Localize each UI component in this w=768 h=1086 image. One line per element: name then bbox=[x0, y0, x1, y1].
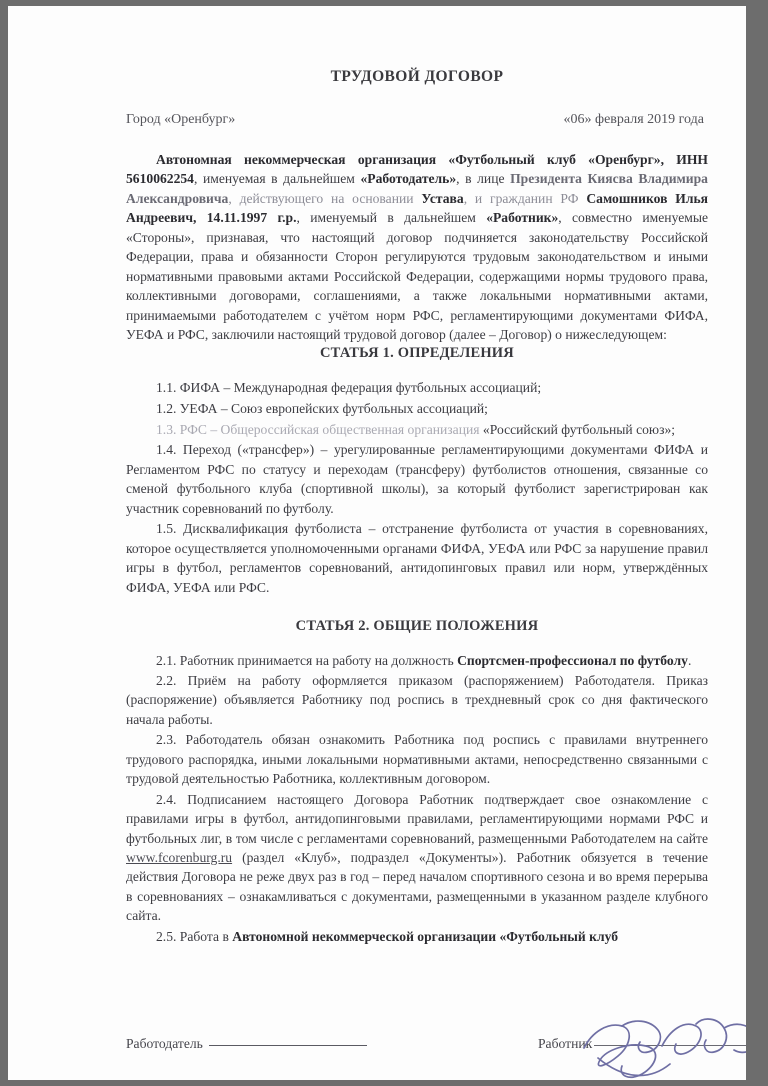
document-title: ТРУДОВОЙ ДОГОВОР bbox=[330, 68, 504, 85]
document-meta bbox=[126, 112, 708, 128]
employer-signature-field[interactable] bbox=[126, 1036, 367, 1052]
article-1-definitions bbox=[126, 378, 708, 597]
preamble-text-1: , именуемая в дальнейшем bbox=[193, 171, 361, 187]
clause-2-4-prefix: 2.4. Подписанием настоящего Договора Работник подтверждает свое ознакомление с правилами игры в футбол, антидопинговыми правилами, регламентирующими нормами РФС и футбольных лиг, в том числе с регламентами соревнований, размещенными Работодателем на сайте bbox=[126, 791, 708, 846]
preamble-text-3: , действующего на основании bbox=[228, 190, 422, 206]
employee-signature-field[interactable] bbox=[538, 1036, 746, 1052]
preamble-employee-name: Самошников Илья Андреевич, 14.11.1997 г.р. bbox=[126, 190, 708, 226]
definition-1-4 bbox=[126, 440, 708, 518]
employer-signature-label: Работодатель bbox=[126, 1036, 203, 1051]
clause-2-1 bbox=[126, 651, 708, 670]
date-label: «06» февраля 2019 года bbox=[563, 112, 704, 127]
definition-1-3-prefix: 1.3. РФС – Общероссийская общественная организация bbox=[156, 421, 483, 437]
clause-2-1-position: Спортсмен-профессионал по футболу bbox=[457, 652, 688, 668]
clause-2-2: 2.2. Приём на работу оформляется приказом (распоряжением) Работодателя. Приказ (распоряжение) объявляется Работнику под роспись в трехдневный срок со дня фактического начала работы. bbox=[126, 673, 708, 727]
document-body bbox=[126, 68, 708, 946]
preamble-text-6: , совместно именуемые «Стороны», признавая, что настоящий договор подчиняется законодательству Российской Федерации, права и обязанности Сторон регулируются трудовым законодательством и иными нормативными правовыми актами Российской Федерации, содержащими нормы трудового права, коллективными договорами, соглашениями, а также локальными нормативными актами, принимаемыми работодателем с учётом норм РФС, регламентирующими документами ФИФА, УЕФА и РФС, заключили настоящий трудовой договор (далее – Договор) о нижеследующем: bbox=[126, 210, 708, 342]
definition-1-4-term: 1.4. Переход («трансфер») bbox=[156, 442, 315, 458]
article-2-heading: СТАТЬЯ 2. ОБЩИЕ ПОЛОЖЕНИЯ bbox=[295, 617, 539, 634]
clause-2-1-suffix: . bbox=[687, 652, 692, 668]
club-website-link[interactable]: www.fcorenburg.ru bbox=[126, 849, 233, 865]
preamble-paragraph bbox=[126, 150, 708, 344]
paper-sheet bbox=[8, 6, 746, 1080]
clause-2-1-prefix: 2.1. Работник принимается на работу на должность bbox=[156, 652, 458, 668]
definition-1-3-name: «Российский футбольный союз»; bbox=[482, 421, 676, 437]
employee-signature-line[interactable] bbox=[594, 1045, 746, 1046]
preamble-president-name: Президента Киясва Владимира Александровича bbox=[126, 171, 708, 206]
preamble-org-name: Автономная некоммерческая организация «Футбольный клуб «Оренбург», ИНН 5610062254 bbox=[126, 152, 708, 187]
definition-1-2: 1.2. УЕФА – Союз европейских футбольных ассоциаций; bbox=[156, 400, 488, 416]
clause-2-3: 2.3. Работодатель обязан ознакомить Работника под роспись с правилами внутреннего трудового распорядка, иными локальными нормативными актами, непосредственно связанными с трудовой деятельностью Работника, коллективным договором. bbox=[126, 732, 708, 787]
employee-signature-label: Работник bbox=[538, 1036, 593, 1051]
clause-2-4-suffix: (раздел «Клуб», подраздел «Документы»). Работник обязуется в течение действия Договора не реже двух раз в год – перед началом спортивного сезона и во время перерыва в соревнованиях – ознакамливаться с документами, размещенными в указанном разделе клубного сайта. bbox=[126, 849, 708, 924]
definition-1-5-term: 1.5. Дисквалификация футболиста bbox=[156, 521, 362, 537]
article-1-heading: СТАТЬЯ 1. ОПРЕДЕЛЕНИЯ bbox=[320, 345, 514, 362]
definition-1-1: 1.1. ФИФА – Международная федерация футбольных ассоциаций; bbox=[156, 380, 542, 396]
preamble-text-4: , и гражданин РФ bbox=[463, 190, 587, 206]
clause-2-5-org: Автономной некоммерческой организации «Футбольный клуб bbox=[232, 928, 618, 944]
employer-signature-line[interactable] bbox=[209, 1045, 367, 1046]
clause-2-5-prefix: 2.5. Работа в bbox=[156, 928, 233, 944]
preamble-charter: Устава bbox=[421, 190, 464, 206]
definition-1-5 bbox=[126, 519, 708, 597]
preamble-employer-term: «Работодатель» bbox=[360, 171, 457, 187]
definition-1-5-body: – отстранение футболиста от участия в соревнованиях, которое осуществляется уполномоченными органами ФИФА, УЕФА или РФС за нарушение правил игры в футбол, регламентов соревнований, антидопинговых правил или норм, утверждённых ФИФА, УЕФА или РФС. bbox=[126, 521, 708, 595]
definition-1-4-body: – урегулированные регламентирующими документами ФИФА и Регламентом РФС по статусу и переходам (трансферу) футболистов отношения, связанные со сменой футбольного клуба (спортивной школы), за который футболист зарегистрирован как участник соревнований по футболу. bbox=[126, 442, 708, 516]
city-label: Город «Оренбург» bbox=[126, 112, 236, 127]
definition-1-3 bbox=[126, 420, 708, 440]
preamble-employee-term: «Работник» bbox=[486, 210, 559, 226]
preamble-text-2: , в лице bbox=[456, 171, 511, 187]
clause-2-5 bbox=[126, 927, 708, 946]
preamble-text-5: , именуемый в дальнейшем bbox=[296, 210, 487, 226]
clause-2-4 bbox=[126, 790, 708, 926]
